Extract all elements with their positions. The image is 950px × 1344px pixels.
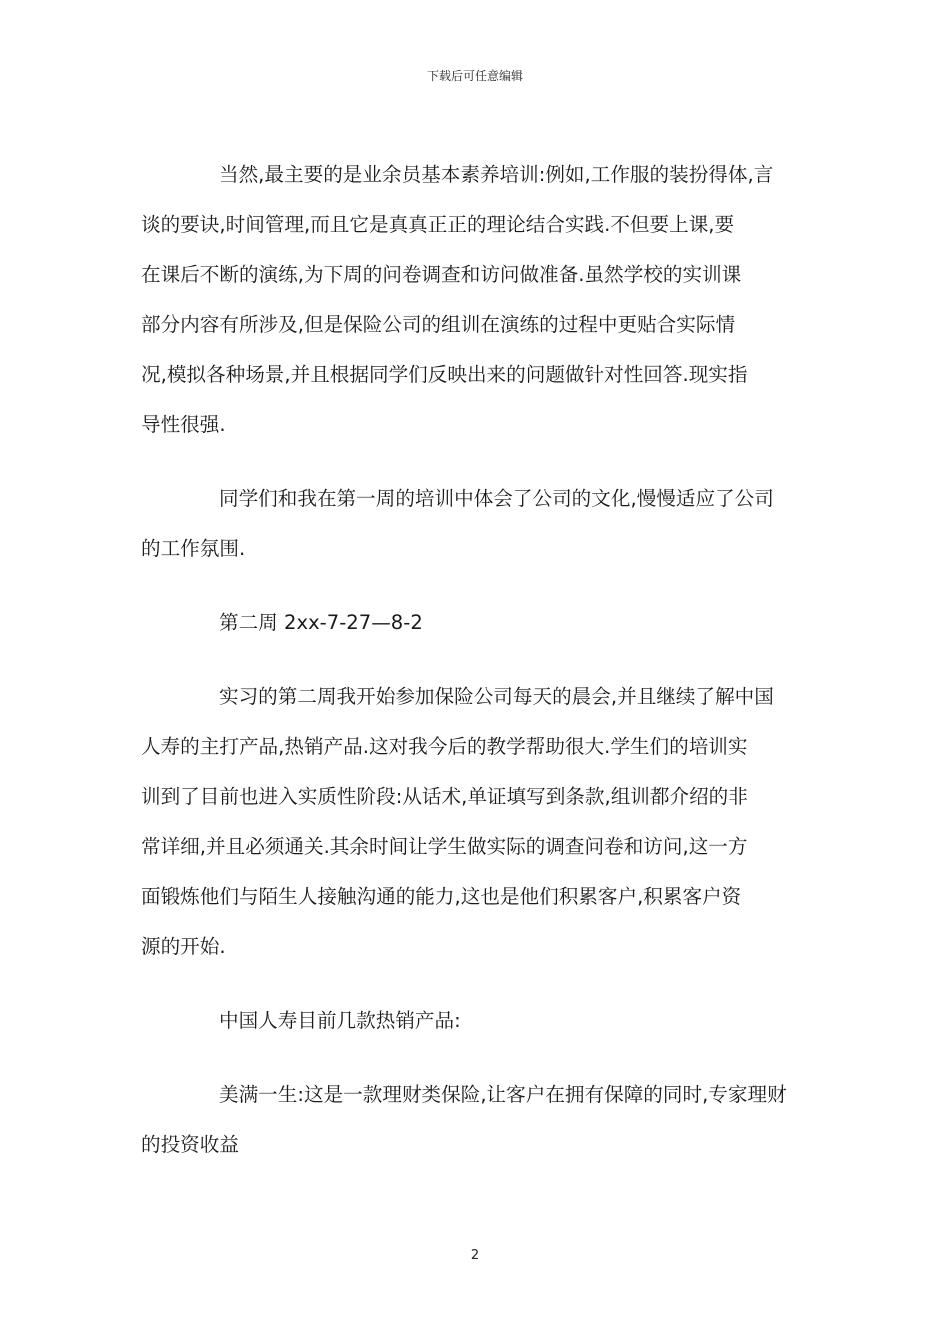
text-line: 在课后不断的演练,为下周的问卷调查和访问做准备.虽然学校的实训课 xyxy=(141,263,742,286)
text-line: 常详细,并且必须通关.其余时间让学生做实际的调查问卷和访问,这一方 xyxy=(141,835,748,858)
paragraph-training-basics xyxy=(141,150,774,450)
text-line: 源的开始. xyxy=(141,935,226,958)
page-header: 下载后可任意编辑 xyxy=(426,69,523,83)
paragraph-product-meiman-yisheng xyxy=(141,1070,787,1170)
page-number: 2 xyxy=(470,1248,480,1263)
paragraph-first-week-summary xyxy=(141,474,774,574)
text-line: 的工作氛围. xyxy=(141,537,246,560)
text-line: 实习的第二周我开始参加保险公司每天的晨会,并且继续了解中国 xyxy=(219,685,774,708)
text-line: 谈的要诀,时间管理,而且它是真真正正的理论结合实践.不但要上课,要 xyxy=(141,213,735,236)
text-line: 美满一生:这是一款理财类保险,让客户在拥有保障的同时,专家理财 xyxy=(219,1083,787,1106)
text-line: 同学们和我在第一周的培训中体会了公司的文化,慢慢适应了公司 xyxy=(219,487,774,510)
text-line: 导性很强. xyxy=(141,413,226,436)
text-line: 训到了目前也进入实质性阶段:从话术,单证填写到条款,组训都介绍的非 xyxy=(141,785,748,808)
text-line: 的投资收益 xyxy=(141,1133,239,1156)
text-line: 况,模拟各种场景,并且根据同学们反映出来的问题做针对性回答.现实指 xyxy=(141,363,748,386)
text-line: 面锻炼他们与陌生人接触沟通的能力,这也是他们积累客户,积累客户资 xyxy=(141,885,742,908)
text-line: 当然,最主要的是业余员基本素养培训:例如,工作服的装扮得体,言 xyxy=(219,163,774,186)
text-line: 人寿的主打产品,热销产品.这对我今后的教学帮助很大.学生们的培训实 xyxy=(141,735,748,758)
text-line: 中国人寿目前几款热销产品: xyxy=(219,1009,461,1032)
paragraph-week-two-internship xyxy=(141,672,774,972)
section-heading-week-two xyxy=(180,598,770,648)
text-line: 部分内容有所涉及,但是保险公司的组训在演练的过程中更贴合实际情 xyxy=(141,313,736,336)
text-line: 第二周 2xx-7-27—8-2 xyxy=(219,611,423,634)
paragraph-hot-products-intro xyxy=(180,996,770,1046)
